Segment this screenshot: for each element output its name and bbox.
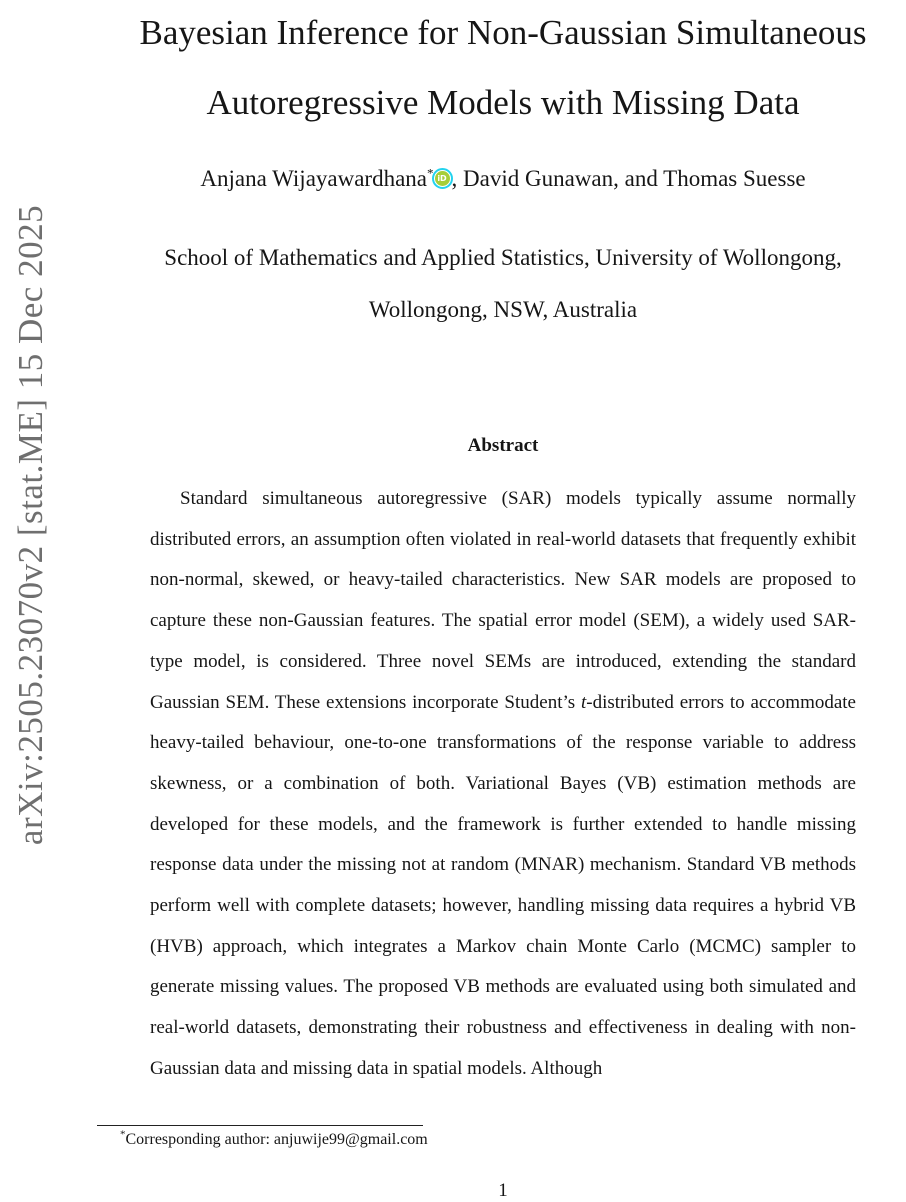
corresponding-author-marker: * [427,165,434,181]
affiliation-line-1: School of Mathematics and Applied Statistics, University of Wollongong, [164,245,842,270]
author-rest: , David Gunawan, and Thomas Suesse [451,166,806,191]
abstract-body [150,479,856,1090]
page-number: 1 [498,1180,508,1201]
orcid-icon[interactable]: iD [435,171,450,186]
abstract-italic-t: t [581,691,587,713]
abstract-text-part-1: Standard simultaneous autoregressive (SAR) models typically assume normally distributed errors, an assumption often violated in real-world datasets that frequently exhibit non-normal, skewed, or heavy-tailed characteristics. New SAR models are proposed to capture these non-Gaussian features. The spatial error model (SEM), a widely used SAR-type model, is considered. Three novel SEMs are introduced, extending the standard Gaussian SEM. These extensions incorporate Student’s [150,488,856,713]
arxiv-identifier: arXiv:2505.23070v2 [stat.ME] 15 Dec 2025 [11,204,50,846]
affiliation [98,232,906,336]
footnote-divider [97,1125,423,1126]
author-first: Anjana Wijayawardhana [200,166,428,191]
abstract-heading: Abstract [467,435,539,456]
abstract-text-part-2: -distributed errors to accommodate heavy-tailed behaviour, one-to-one transformations of the response variable to address skewness, or a combination of both. Variational Bayes (VB) estimation methods are developed for these models, and the framework is further extended to handle missing response data under the missing not at random (MNAR) mechanism. Standard VB methods perform well with complete datasets; however, handling missing data requires a hybrid VB (HVB) approach, which integrates a Markov chain Monte Carlo (MCMC) sampler to generate missing values. The proposed VB methods are evaluated using both simulated and real-world datasets, demonstrating their robustness and effectiveness in dealing with non-Gaussian data and missing data in spatial models. Although [150,691,856,1079]
paper-title-line-2: Autoregressive Models with Missing Data [206,83,800,122]
footnote-marker: * [120,1128,126,1141]
paper-title [98,0,906,138]
footnote-text: Corresponding author: anjuwije99@gmail.com [125,1131,428,1148]
author-list [98,164,906,194]
footnote [120,1129,428,1151]
paper-title-line-1: Bayesian Inference for Non-Gaussian Simultaneous [139,13,867,52]
affiliation-line-2: Wollongong, NSW, Australia [368,297,638,322]
